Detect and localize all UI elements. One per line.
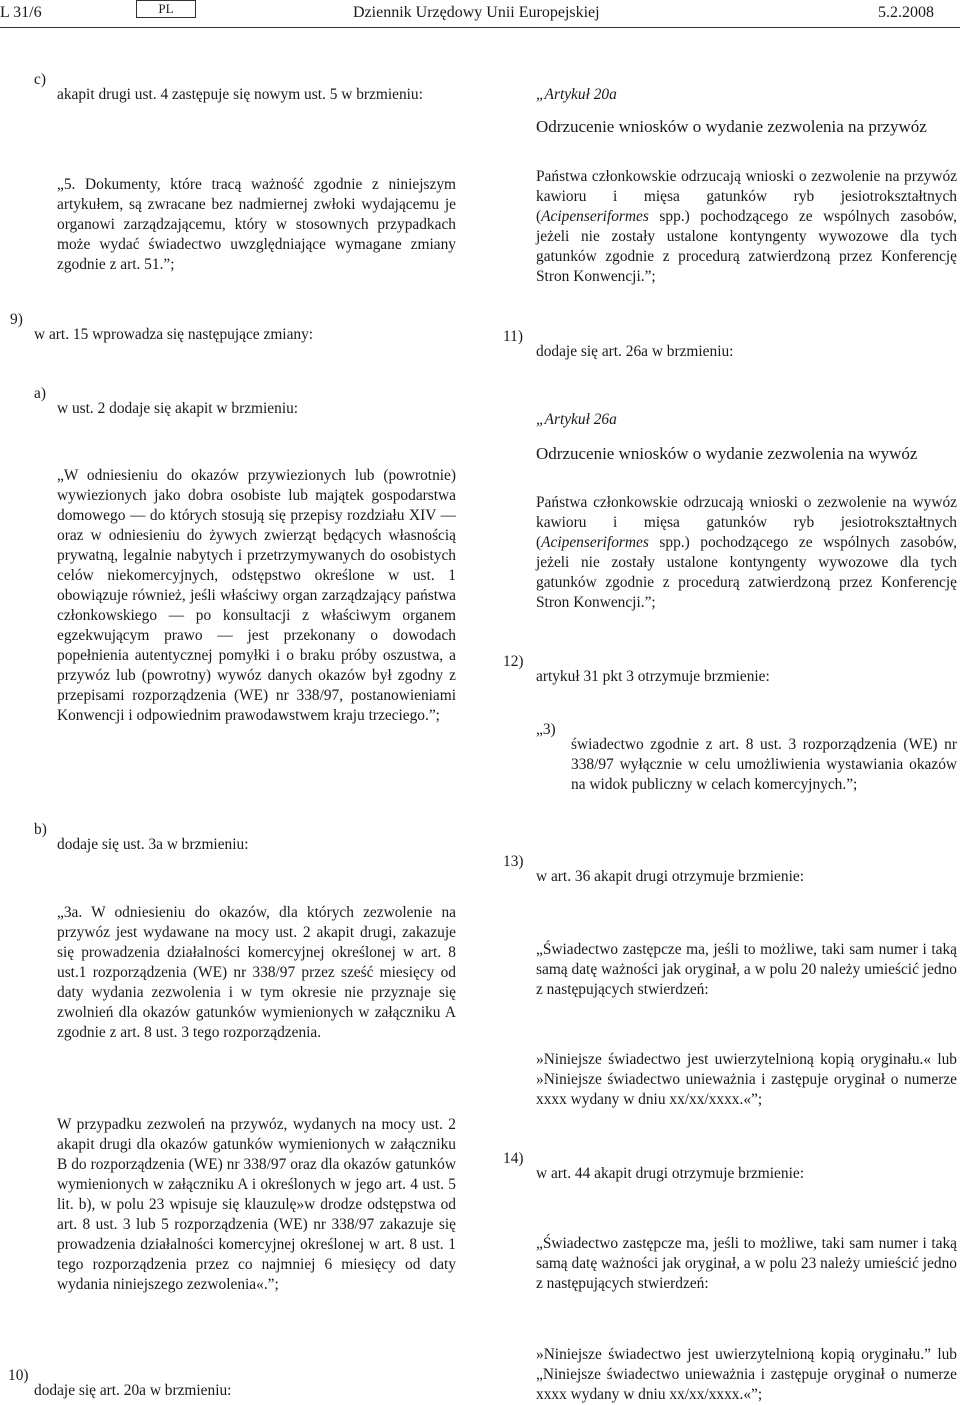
quote-paragraph-3a: „3a. W odniesieniu do okazów, dla których zezwolenie na przywóz jest wydawane na mocy ust. 2 akapit drugi, zakazuje się prowadzenia działalności komercyjnej określonej w art. 8 ust.1 rozporządzenia (WE) nr 338/97 przez sześć miesięcy od daty wydania zezwolenia i w tym okresie nie przyznaje się zwolnień dla okazów gatunków wymienionych w załączniku A zgodnie z art. 8 ust. 3 tego rozporządzenia. — [57, 904, 456, 1042]
point-3-label: „3) — [536, 721, 556, 738]
item-14-label: 14) — [503, 1150, 524, 1167]
header-divider — [0, 27, 960, 28]
article-26a-body-end: spp.) pochodzącego ze wspólnych zasobów, jeżeli nie zostały ustalone kontyngenty wywozowe dla tych gatunków zgodnie z procedurą zatwierdzoną przez Konferencję Stron Konwencji.”; — [536, 534, 957, 612]
item-b-text: dodaje się ust. 3a w brzmieniu: — [57, 836, 249, 854]
item-10-label: 10) — [8, 1367, 29, 1384]
page-header — [0, 0, 960, 26]
item-b-label: b) — [34, 821, 47, 838]
quote-item-14: „Świadectwo zastępcze ma, jeśli to możliwe, taki sam numer i taką samą datę ważności jak oryginał, a w polu 23 należy umieścić jedno z następujących stwierdzeń: — [536, 1235, 957, 1293]
article-20a-body — [536, 167, 957, 287]
article-26a-title: Odrzucenie wniosków o wydanie zezwolenia na wywóz — [536, 444, 918, 463]
publication-date: 5.2.2008 — [878, 4, 934, 21]
quote-item-13: „Świadectwo zastępcze ma, jeśli to możliwe, taki sam numer i taką samą datę ważności jak oryginał, a w polu 20 należy umieścić jedno z następujących stwierdzeń: — [536, 941, 957, 999]
item-10-text: dodaje się art. 20a w brzmieniu: — [34, 1382, 232, 1400]
item-12-label: 12) — [503, 653, 524, 670]
item-12-text: artykuł 31 pkt 3 otrzymuje brzmienie: — [536, 668, 770, 686]
quote-paragraph-5: „5. Dokumenty, które tracą ważność zgodnie z niniejszym artykułem, są zwracane bez nadmiernej zwłoki wydającemu je organowi zarządzającemu, który w stosownych przypadkach może wydać świadectwo uwzględniające wymagane zmiany zgodnie z art. 51.”; — [57, 176, 456, 274]
species-name: Acipenseriformes — [541, 534, 649, 552]
journal-title: Dziennik Urzędowy Unii Europejskiej — [353, 4, 600, 21]
item-c-label: c) — [34, 71, 46, 88]
series-number: L 31/6 — [0, 4, 42, 21]
item-a-label: a) — [34, 385, 46, 402]
quote-item-14-statements: »Niniejsze świadectwo jest uwierzytelnioną kopią oryginału.” lub „Niniejsze świadectwo unieważnia i zastępuje oryginał o numerze xxxx wydany w dniu xx/xx/xxxx.«”; — [536, 1346, 957, 1404]
species-name: Acipenseriformes — [541, 208, 649, 226]
point-3-text: świadectwo zgodnie z art. 8 ust. 3 rozporządzenia (WE) nr 338/97 wyłącznie w celu umożliwienia wystawiania okazów na widok publiczny w celach komercyjnych.”; — [571, 736, 957, 794]
quote-paragraph-3a-second: W przypadku zezwoleń na przywóz, wydanych na mocy ust. 2 akapit drugi dla okazów gatunków wymienionych w załączniku B do rozporządzenia (WE) nr 338/97 oraz dla okazów gatunków wymienionych w załączniku A i określonych w jego art. 4 ust. 5 lit. b), w polu 23 wpisuje się klauzulę»w drodze odstępstwa od art. 8 ust. 3 lub 5 rozporządzenia (WE) nr 338/97 zakazuje się prowadzenia działalności komercyjnej określonej w art. 8 ust. 1 tego rozporządzenia przez co najmniej 6 miesięcy od daty wydania niniejszego zezwolenia«.”; — [57, 1116, 456, 1294]
item-13-text: w art. 36 akapit drugi otrzymuje brzmienie: — [536, 868, 804, 886]
item-a-text: w ust. 2 dodaje się akapit w brzmieniu: — [57, 400, 299, 418]
article-20a-body-start: Państwa członkowskie odrzucają wnioski o zezwolenie na przywóz kawioru i mięsa gatunków ryb jesiotrokształtnych ( — [536, 168, 957, 226]
quote-paragraph-a: „W odniesieniu do okazów przywiezionych lub (powrotnie) wywiezionych jako dobra osobiste lub majątek gospodarstwa domowego — do których stosują się przepisy rozdziału XIV — oraz w odniesieniu do żywych zwierząt będących własnością prywatną, legalnie nabytych i przetrzymywanych do osobistych celów niekomercyjnych, odstępstwo określone w ust. 1 obowiązuje również, jeśli właściwy organ zarządzający państwa członkowskiego — po konsultacji z właściwym organem egzekwującym prawo — jest przekonany o dowodach popełnienia autentycznej pomyłki i o braku próby oszustwa, a przywóz lub (powrotny) wywóz danych okazów był zgodny z przepisami rozporządzenia (WE) nr 338/97, postanowieniami Konwencji i odpowiednim prawodawstwem kraju trzeciego.”; — [57, 467, 456, 725]
item-13-label: 13) — [503, 853, 524, 870]
article-26a-heading: „Artykuł 26a — [536, 411, 617, 429]
article-20a-body-end: spp.) pochodzącego ze wspólnych zasobów, jeżeli nie zostały ustalone kontyngenty wywozowe dla tych gatunków zgodnie z procedurą zatwierdzoną przez Konferencję Stron Konwencji.”; — [536, 208, 957, 286]
article-20a-heading: „Artykuł 20a — [536, 86, 617, 104]
article-20a-title: Odrzucenie wniosków o wydanie zezwolenia na przywóz — [536, 117, 927, 136]
quote-item-13-statements: »Niniejsze świadectwo jest uwierzytelnioną kopią oryginału.« lub »Niniejsze świadectwo unieważnia i zastępuje oryginał o numerze xxxx wydany w dniu xx/xx/xxxx.«”; — [536, 1051, 957, 1109]
language-badge: PL — [136, 0, 196, 18]
item-14-text: w art. 44 akapit drugi otrzymuje brzmienie: — [536, 1165, 804, 1183]
item-9-label: 9) — [10, 311, 23, 328]
item-11-label: 11) — [503, 328, 523, 345]
item-c-text: akapit drugi ust. 4 zastępuje się nowym ust. 5 w brzmieniu: — [57, 86, 423, 104]
article-26a-body-start: Państwa członkowskie odrzucają wnioski o zezwolenie na wywóz kawioru i mięsa gatunków ryb jesiotrokształtnych ( — [536, 494, 957, 552]
item-9-text: w art. 15 wprowadza się następujące zmiany: — [34, 326, 314, 344]
article-26a-body — [536, 493, 957, 613]
item-11-text: dodaje się art. 26a w brzmieniu: — [536, 343, 734, 361]
